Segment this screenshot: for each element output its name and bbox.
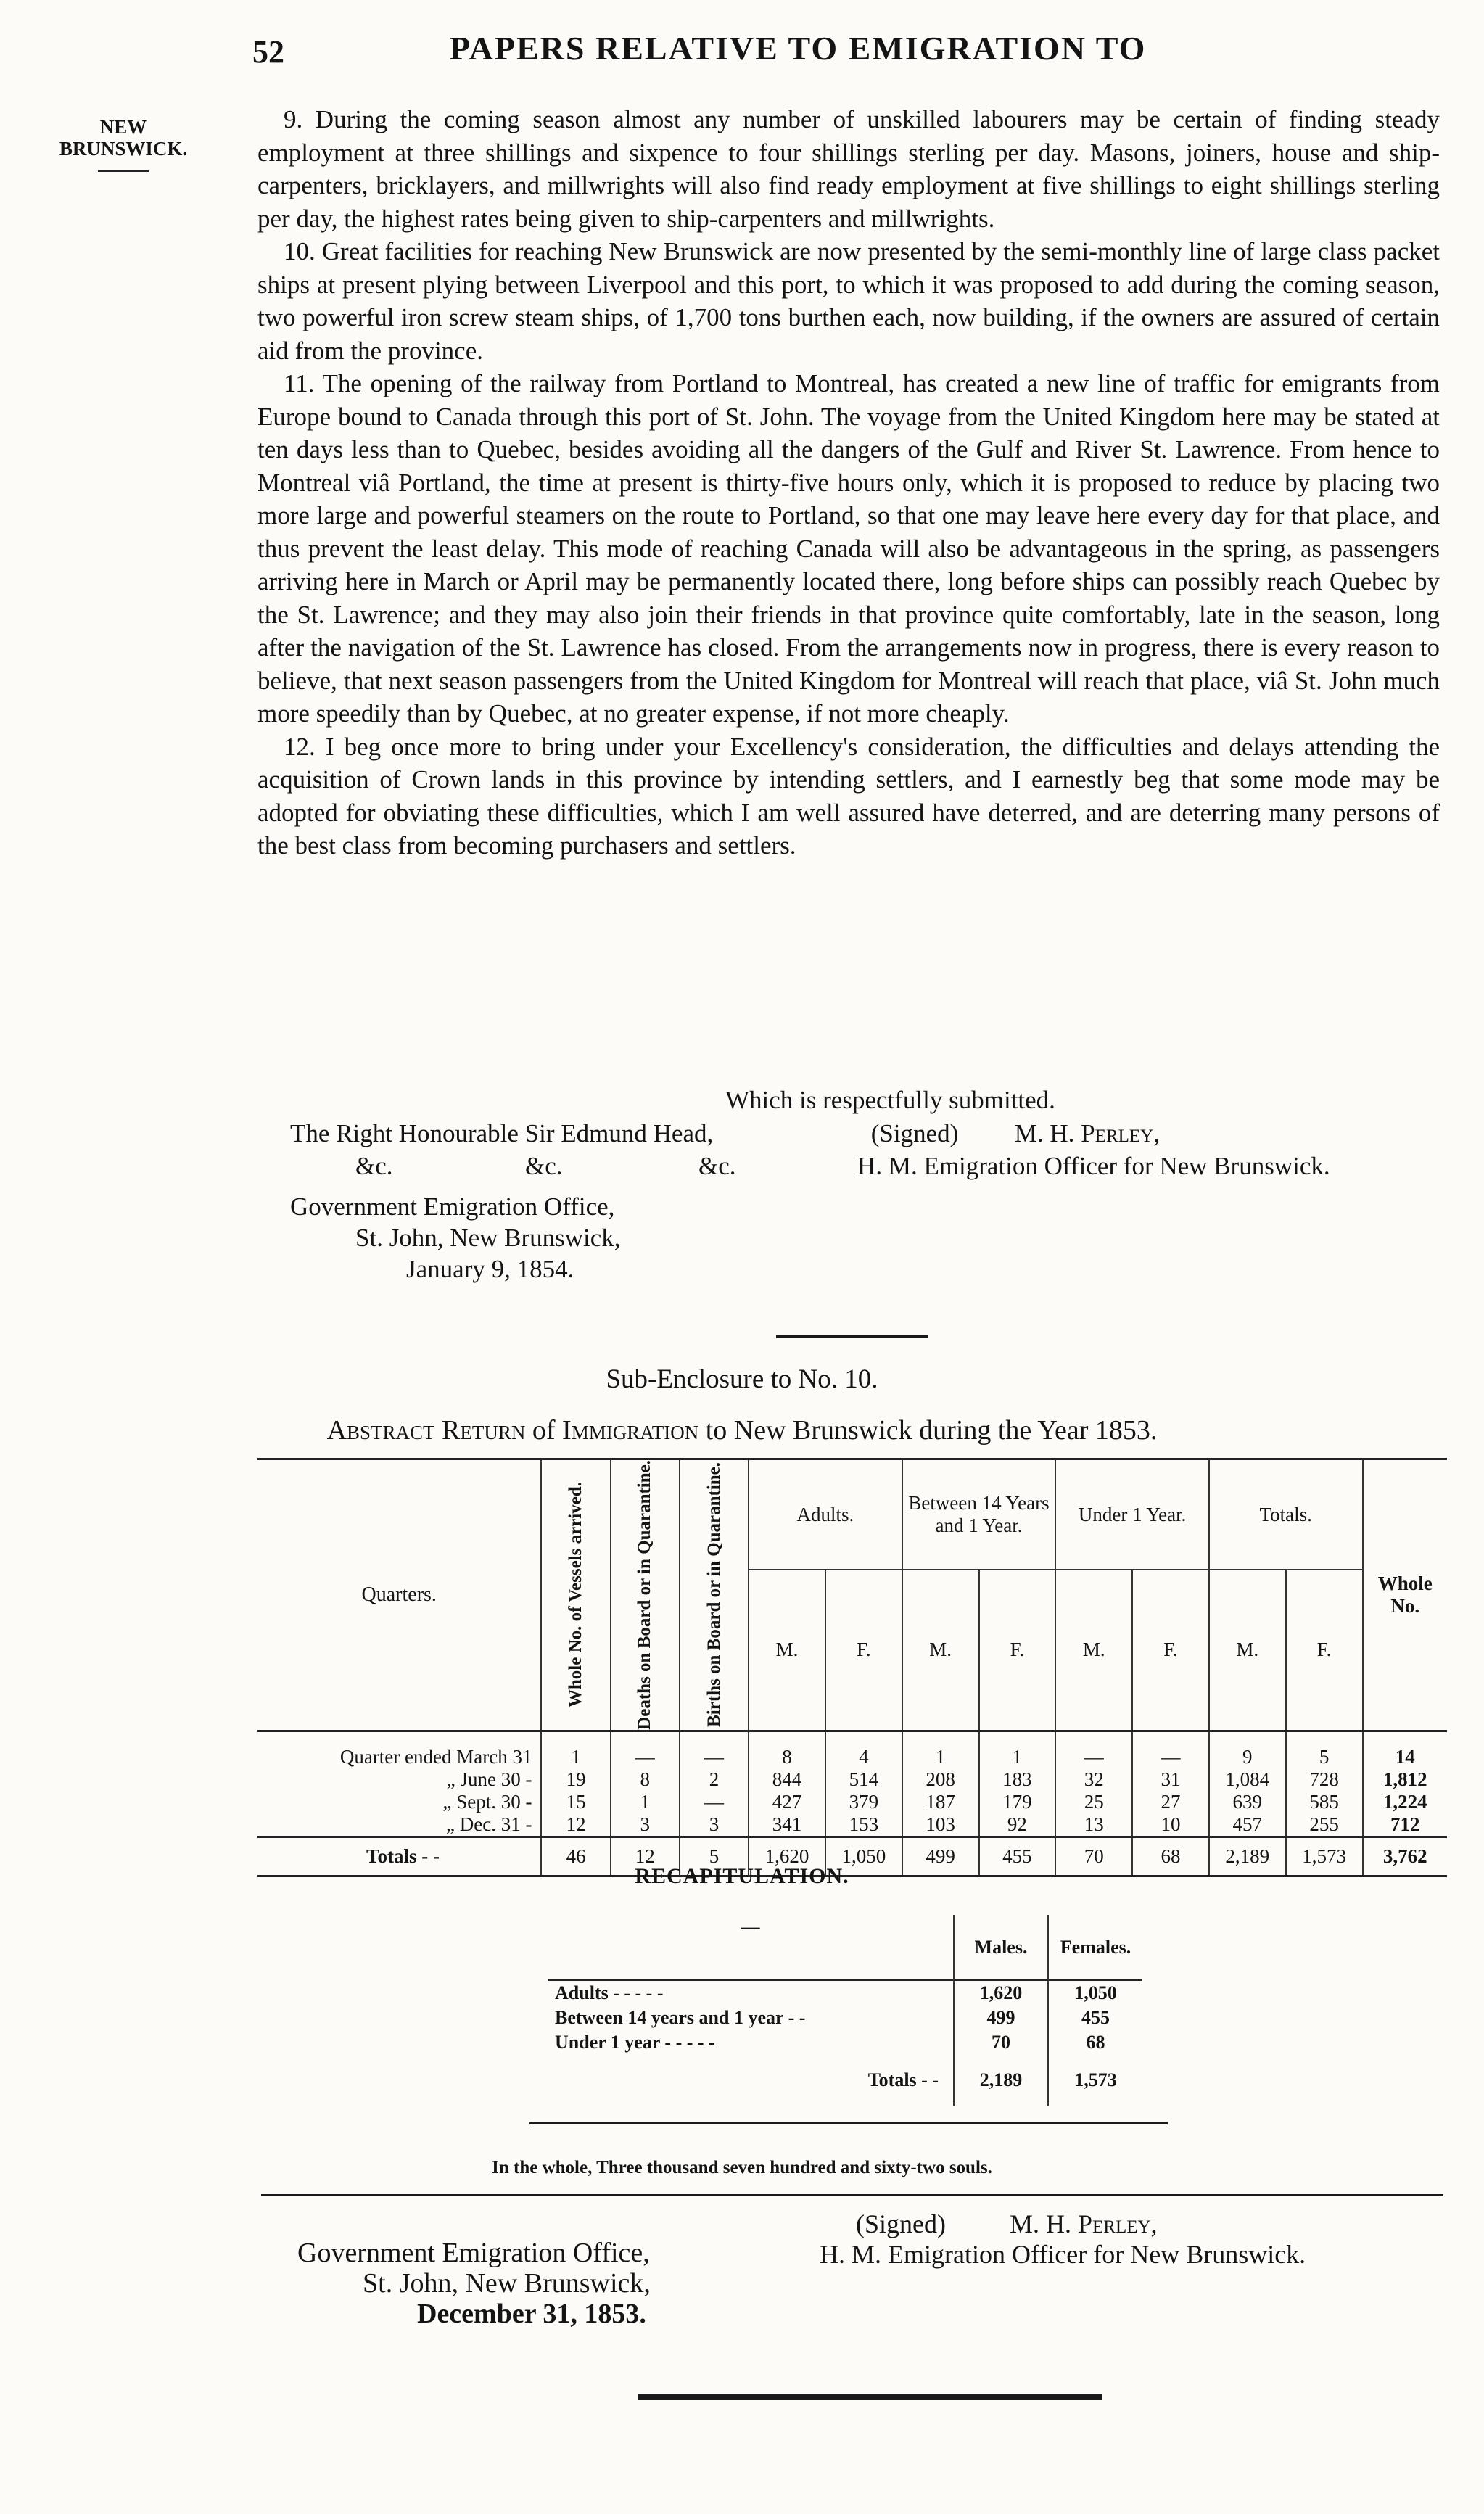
table-cell: 457	[1209, 1813, 1286, 1837]
under-f: F.	[1132, 1570, 1209, 1731]
office-line-2: St. John, New Brunswick,	[355, 1224, 621, 1252]
office-date: January 9, 1854.	[406, 1255, 574, 1283]
recap-total-males: 2,189	[954, 2055, 1048, 2106]
recapitulation-table	[548, 1915, 1142, 2106]
table-cell: —	[1132, 1731, 1209, 1768]
office-line-1: Government Emigration Office,	[290, 1192, 615, 1221]
recap-row-label: Adults - - - - -	[555, 1982, 664, 2003]
total-cell: 46	[541, 1837, 610, 1876]
recap-row-label: Under 1 year - - - - -	[555, 2032, 715, 2053]
table-cell: 379	[825, 1791, 902, 1813]
paragraph-10: 10. Great facilities for reaching New Brunswick are now presented by the semi-monthly line of large class packet ships at present plying between Liverpool and this port, to which it was proposed to add during the coming season, two powerful iron screw steam ships, of 1,700 tons burthen each, now building, if the owners are assured of certain aid from the province.	[257, 237, 1440, 365]
recap-total-females: 1,573	[1048, 2055, 1142, 2106]
table-cell: 32	[1055, 1768, 1132, 1791]
whole-number-note: In the whole, Three thousand seven hundred and sixty-two souls.	[492, 2158, 992, 2177]
total-cell: 5	[680, 1837, 749, 1876]
col-adults: Adults.	[749, 1459, 902, 1570]
table-cell: 585	[1286, 1791, 1363, 1813]
office-address-2	[297, 2238, 651, 2329]
table-cell: 31	[1132, 1768, 1209, 1791]
totals-row-label: Totals - -	[366, 1845, 440, 1868]
signatory-name-2: M. H. Perley,	[1009, 2209, 1158, 2238]
table-cell: 187	[902, 1791, 979, 1813]
table-cell: 19	[541, 1768, 610, 1791]
recap-males: 70	[954, 2030, 1048, 2055]
table-cell: 3	[680, 1813, 749, 1837]
abstract-title: Abstract Return of Immigration to New Brunswick during the Year 1853.	[326, 1415, 1158, 1446]
row-label: „ Dec. 31 -	[446, 1813, 532, 1836]
table-cell: 153	[825, 1813, 902, 1837]
margin-note-rule	[98, 170, 149, 172]
table-cell: 639	[1209, 1791, 1286, 1813]
office2-date: December 31, 1853.	[417, 2299, 646, 2329]
col-totals: Totals.	[1209, 1459, 1363, 1570]
recap-dash: —	[741, 1916, 760, 1937]
table-cell: 92	[979, 1813, 1056, 1837]
signed-label: (Signed)	[870, 1119, 959, 1147]
recapitulation-title: RECAPITULATION.	[635, 1864, 849, 1888]
bottom-rule	[261, 2194, 1443, 2196]
table-cell: 14	[1363, 1731, 1448, 1768]
total-cell: 2,189	[1209, 1837, 1286, 1876]
between-m: M.	[902, 1570, 979, 1731]
table-cell: 12	[541, 1813, 610, 1837]
paragraph-9: 9. During the coming season almost any number of unskilled labourers may be certain of finding steady employment at three shillings and sixpence to four shillings sterling per day. Masons, joiners, house and ship-carpenters, bricklayers, and millwrights will also find ready employment at five shillings to eight shillings sterling per day, the highest rates being given to ship-carpenters and millwrights.	[257, 105, 1440, 233]
total-cell: 3,762	[1363, 1837, 1448, 1876]
addressee: The Right Honourable Sir Edmund Head,	[290, 1119, 714, 1147]
table-cell: 1	[541, 1731, 610, 1768]
signatory-title: H. M. Emigration Officer for New Brunswick.	[857, 1152, 1330, 1180]
col-whole: Whole No.	[1363, 1459, 1448, 1731]
etc-1: &c.	[355, 1152, 393, 1180]
paragraph-12: 12. I beg once more to bring under your Excellency's consideration, the difficulties and delays attending the acquisition of Crown lands in this province by intending settlers, and I earnestly beg that some mode may be adopted for obviating these difficulties, which I am well assured have deterred, and are deterring many persons of the best class from becoming purchasers and settlers.	[257, 732, 1440, 860]
table-row	[257, 1791, 1447, 1813]
table-cell: 1,084	[1209, 1768, 1286, 1791]
table-cell: 712	[1363, 1813, 1448, 1837]
recap-total-label: Totals - -	[867, 2069, 939, 2090]
table-cell: 8	[611, 1768, 680, 1791]
col-under: Under 1 Year.	[1055, 1459, 1209, 1570]
table-cell: —	[1055, 1731, 1132, 1768]
table-cell: —	[611, 1731, 680, 1768]
signature-block-2	[820, 2209, 1306, 2270]
table-cell: 728	[1286, 1768, 1363, 1791]
table-cell: 5	[1286, 1731, 1363, 1768]
total-cell: 455	[979, 1837, 1056, 1876]
table-cell: 208	[902, 1768, 979, 1791]
table-cell: 514	[825, 1768, 902, 1791]
col-between: Between 14 Years and 1 Year.	[902, 1459, 1056, 1570]
total-cell: 1,573	[1286, 1837, 1363, 1876]
table-cell: 179	[979, 1791, 1056, 1813]
table-cell: —	[680, 1731, 749, 1768]
signatory-name: M. H. Perley,	[1014, 1119, 1160, 1147]
recap-row	[548, 1980, 1142, 2006]
table-cell: 15	[541, 1791, 610, 1813]
between-f: F.	[979, 1570, 1056, 1731]
adults-m: M.	[749, 1570, 825, 1731]
table-cell: 2	[680, 1768, 749, 1791]
table-cell: 3	[611, 1813, 680, 1837]
body-text	[257, 103, 1440, 862]
office2-line-2: St. John, New Brunswick,	[363, 2268, 651, 2299]
col-births: Births on Board or in Quarantine.	[680, 1459, 749, 1731]
total-cell: 70	[1055, 1837, 1132, 1876]
table-cell: 13	[1055, 1813, 1132, 1837]
signatory-title-2: H. M. Emigration Officer for New Brunswick.	[820, 2240, 1306, 2269]
total-cell: 1,050	[825, 1837, 902, 1876]
recap-col-males: Males.	[954, 1915, 1048, 1980]
recap-females: 455	[1048, 2006, 1142, 2030]
table-row	[257, 1813, 1447, 1837]
recap-row	[548, 2030, 1142, 2055]
table-cell: 8	[749, 1731, 825, 1768]
adults-f: F.	[825, 1570, 902, 1731]
table-cell: 1	[902, 1731, 979, 1768]
signed-label-2: (Signed)	[856, 2209, 946, 2238]
table-cell: 844	[749, 1768, 825, 1791]
under-m: M.	[1055, 1570, 1132, 1731]
recap-rule	[529, 2122, 1168, 2124]
sub-enclosure-heading: Sub-Enclosure to No. 10.	[606, 1364, 878, 1394]
total-cell: 12	[611, 1837, 680, 1876]
recap-males: 499	[954, 2006, 1048, 2030]
row-label: Quarter ended March 31	[339, 1746, 532, 1768]
row-label: „ June 30 -	[446, 1768, 532, 1791]
table-body	[257, 1731, 1447, 1837]
table-cell: 10	[1132, 1813, 1209, 1837]
margin-note-line2: BRUNSWICK.	[59, 138, 188, 160]
table-cell: 4	[825, 1731, 902, 1768]
recap-row	[548, 2006, 1142, 2030]
etc-2: &c.	[525, 1152, 563, 1180]
table-cell: 25	[1055, 1791, 1132, 1813]
total-cell: 499	[902, 1837, 979, 1876]
col-quarters: Quarters.	[257, 1459, 541, 1731]
table-cell: 103	[902, 1813, 979, 1837]
table-cell: 183	[979, 1768, 1056, 1791]
immigration-table	[257, 1458, 1447, 1877]
col-vessels: Whole No. of Vessels arrived.	[541, 1459, 610, 1731]
office-address-1	[290, 1191, 621, 1285]
etc-3: &c.	[698, 1152, 736, 1180]
office2-line-1: Government Emigration Office,	[297, 2238, 650, 2268]
total-cell: 68	[1132, 1837, 1209, 1876]
page-number: 52	[252, 34, 284, 70]
margin-note	[44, 116, 203, 172]
running-head	[0, 28, 1484, 78]
table-cell: 1,224	[1363, 1791, 1448, 1813]
recap-body	[548, 1980, 1142, 2055]
table-cell: 255	[1286, 1813, 1363, 1837]
table-cell: 1,812	[1363, 1768, 1448, 1791]
table-cell: 427	[749, 1791, 825, 1813]
table-row	[257, 1768, 1447, 1791]
end-rule	[638, 2394, 1102, 2400]
signature-block	[290, 1117, 1451, 1182]
table-cell: 1	[979, 1731, 1056, 1768]
recap-row-label: Between 14 years and 1 year - -	[555, 2007, 806, 2028]
table-cell: 9	[1209, 1731, 1286, 1768]
recap-females: 68	[1048, 2030, 1142, 2055]
table-cell: —	[680, 1791, 749, 1813]
margin-note-line1: NEW	[99, 116, 147, 138]
totals-f: F.	[1286, 1570, 1363, 1731]
closing-line: Which is respectfully submitted.	[725, 1086, 1055, 1114]
table-cell: 27	[1132, 1791, 1209, 1813]
recap-females: 1,050	[1048, 1980, 1142, 2006]
paragraph-11: 11. The opening of the railway from Portland to Montreal, has created a new line of traffic for emigrants from Europe bound to Canada through this port of St. John. The voyage from the United Kingdom here may be stated at ten days less than to Quebec, besides avoiding all the dangers of the Gulf and River St. Lawrence. From hence to Montreal viâ Portland, the time at present is thirty-five hours only, which it is proposed to reduce by placing two more large and powerful steamers on the route to Portland, so that one may leave here every day for that place, and thus prevent the least delay. This mode of reaching Canada will also be advantageous in the spring, as passengers arriving here in March or April may be permanently located there, long before ships can possibly reach Quebec by the St. Lawrence; and they may also join their friends in that province quite comfortably, late in the season, long after the navigation of the St. Lawrence has closed. From the arrangements now in progress, there is every reason to believe, that next season passengers from the United Kingdom for Montreal will reach that place, viâ St. John much more speedily than by Quebec, at no greater expense, if not more cheaply.	[257, 369, 1440, 728]
section-divider	[776, 1335, 928, 1338]
totals-m: M.	[1209, 1570, 1286, 1731]
recap-col-females: Females.	[1048, 1915, 1142, 1980]
table-cell: 341	[749, 1813, 825, 1837]
table-row	[257, 1731, 1447, 1768]
recap-males: 1,620	[954, 1980, 1048, 2006]
running-title: PAPERS RELATIVE TO EMIGRATION TO	[450, 30, 1147, 67]
total-cell: 1,620	[749, 1837, 825, 1876]
row-label: „ Sept. 30 -	[442, 1791, 532, 1813]
col-deaths: Deaths on Board or in Quarantine.	[611, 1459, 680, 1731]
table-cell: 1	[611, 1791, 680, 1813]
